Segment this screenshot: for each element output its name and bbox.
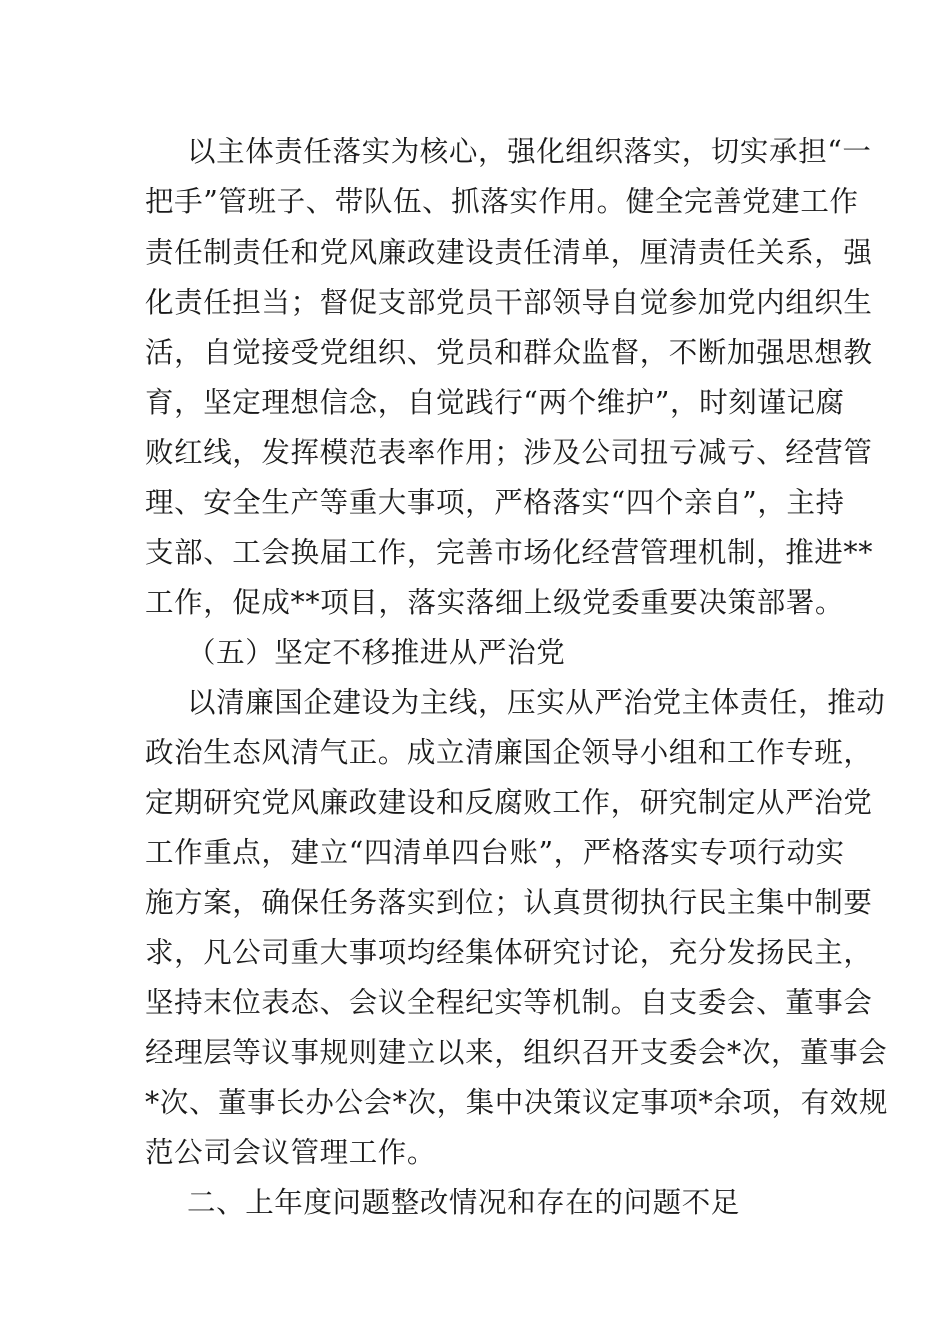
text-line-19: 经理层等议事规则建立以来，组织召开支委会*次，董事会 — [145, 1036, 888, 1069]
section-heading-five: （五）坚定不移推进从严治党 — [187, 636, 566, 669]
text-line-21: 范公司会议管理工作。 — [145, 1136, 437, 1169]
text-line-4: 化责任担当；督促支部党员干部领导自觉参加党内组织生 — [145, 286, 873, 319]
text-line-20: *次、董事长办公会*次，集中决策议定事项*余项，有效规 — [145, 1086, 888, 1119]
text-line-8: 理、安全生产等重大事项，严格落实“四个亲自”，主持 — [145, 486, 845, 519]
text-line-9: 支部、工会换届工作，完善市场化经营管理机制，推进** — [145, 536, 874, 569]
text-line-7: 败红线，发挥模范表率作用；涉及公司扭亏减亏、经营管 — [145, 436, 873, 469]
text-line-12: 以清廉国企建设为主线，压实从严治党主体责任，推动 — [187, 686, 886, 719]
text-line-10: 工作，促成**项目，落实落细上级党委重要决策部署。 — [145, 586, 845, 619]
text-line-18: 坚持末位表态、会议全程纪实等机制。自支委会、董事会 — [145, 986, 873, 1019]
text-line-1: 以主体责任落实为核心，强化组织落实，切实承担“一 — [187, 135, 872, 168]
text-line-6: 育，坚定理想信念，自觉践行“两个维护”，时刻谨记腐 — [145, 386, 845, 419]
text-line-16: 施方案，确保任务落实到位；认真贯彻执行民主集中制要 — [145, 886, 873, 919]
section-heading-two: 二、上年度问题整改情况和存在的问题不足 — [187, 1186, 740, 1219]
text-line-3: 责任制责任和党风廉政建设责任清单，厘清责任关系，强 — [145, 236, 873, 269]
text-line-5: 活，自觉接受党组织、党员和群众监督，不断加强思想教 — [145, 336, 873, 369]
text-line-13: 政治生态风清气正。成立清廉国企领导小组和工作专班， — [145, 736, 873, 769]
text-line-2: 把手”管班子、带队伍、抓落实作用。健全完善党建工作 — [145, 185, 859, 218]
text-line-14: 定期研究党风廉政建设和反腐败工作，研究制定从严治党 — [145, 786, 873, 819]
text-line-17: 求，凡公司重大事项均经集体研究讨论，充分发扬民主， — [145, 936, 873, 969]
text-line-15: 工作重点，建立“四清单四台账”，严格落实专项行动实 — [145, 836, 845, 869]
